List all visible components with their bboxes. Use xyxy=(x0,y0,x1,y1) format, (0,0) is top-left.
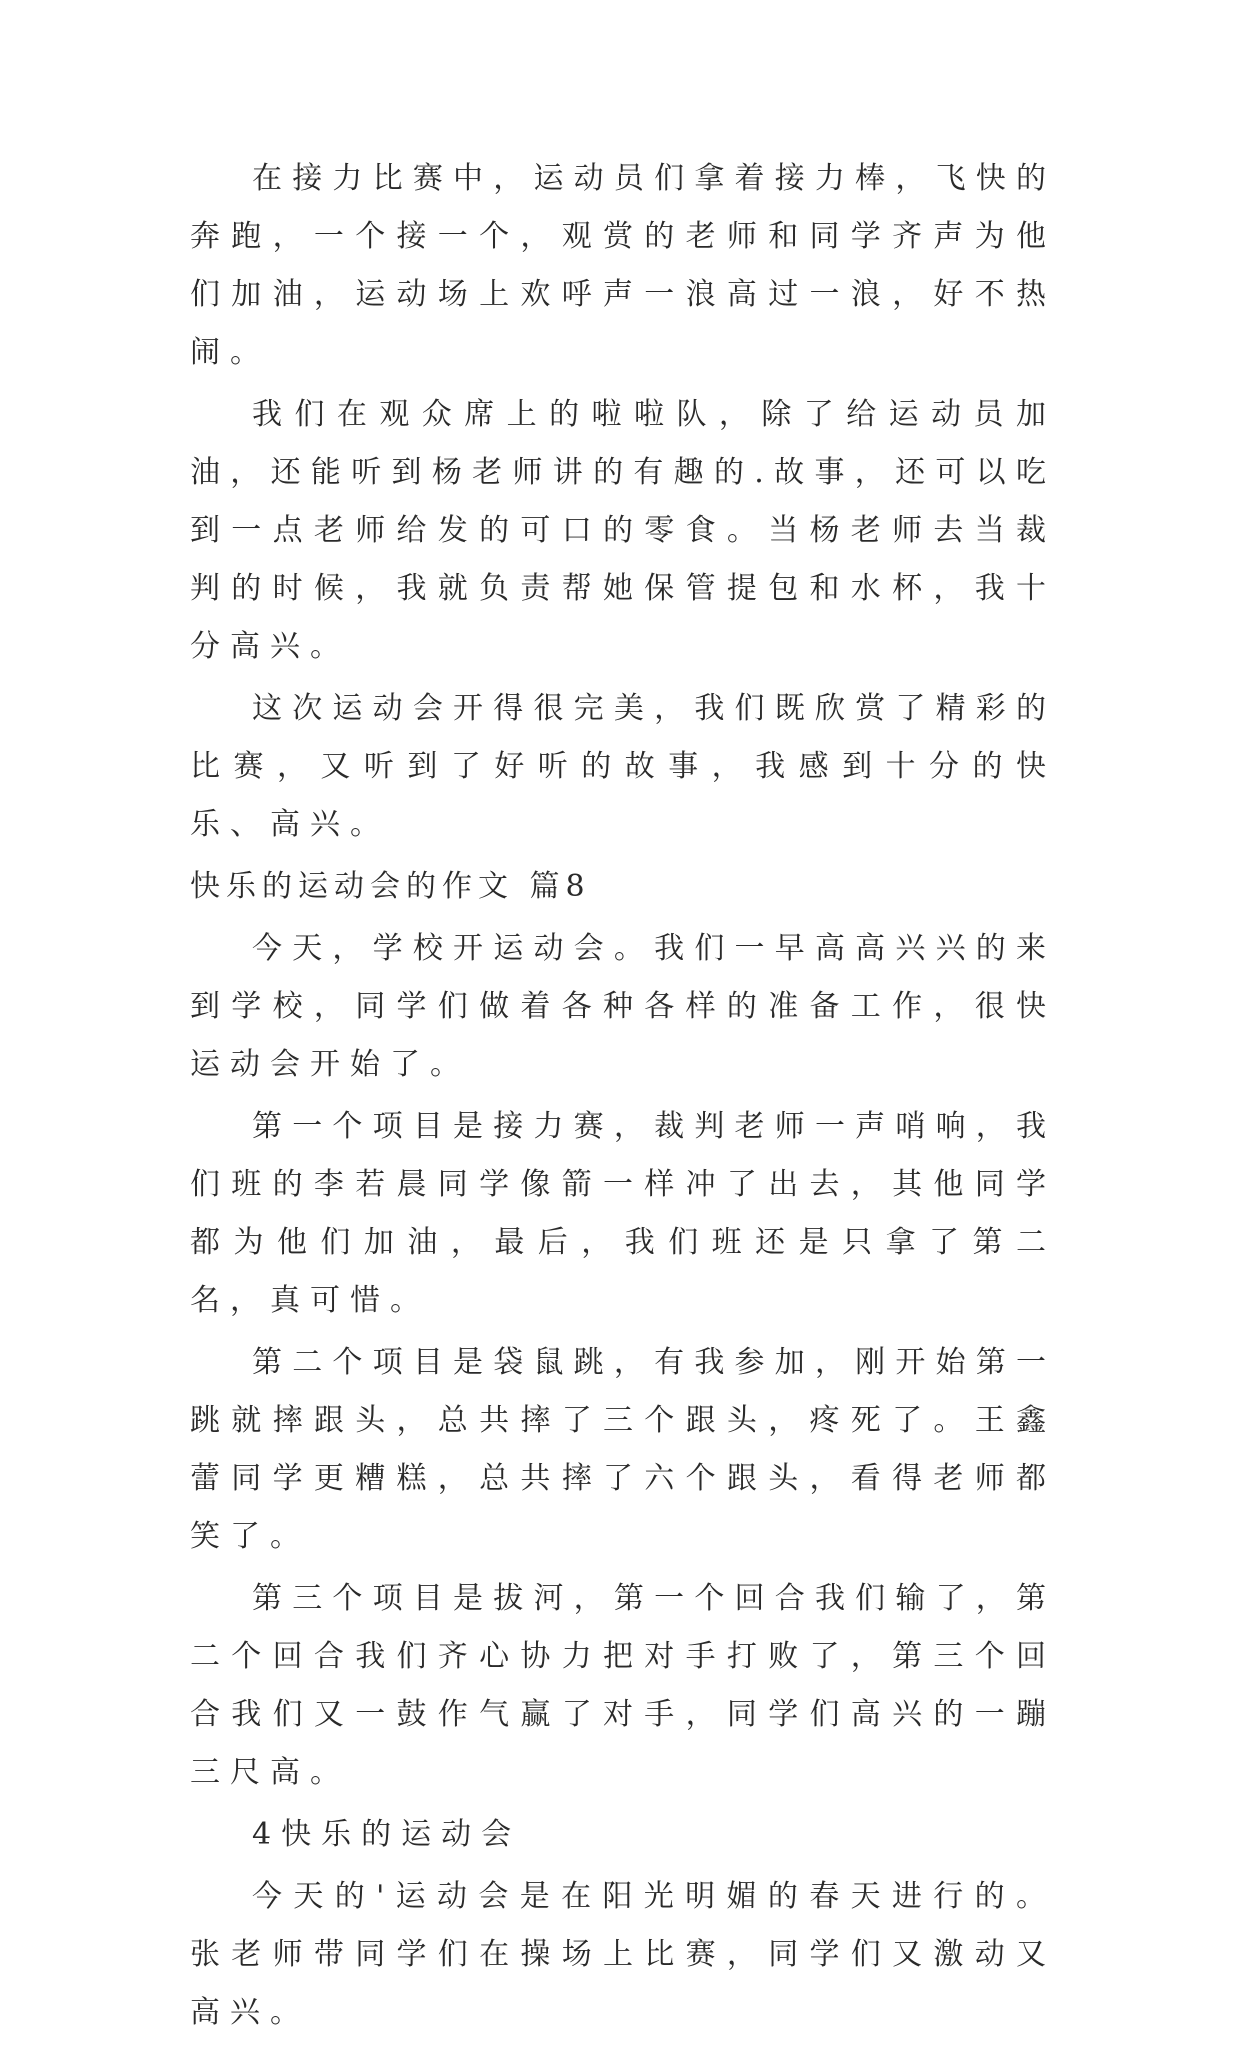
document-page xyxy=(190,150,1056,2046)
body-paragraph: 第一个项目是接力赛，裁判老师一声哨响，我们班的李若晨同学像箭一样冲了出去，其他同学都为他们加油，最后，我们班还是只拿了第二名，真可惜。 xyxy=(190,1109,1056,1318)
body-paragraph: 今天，学校开运动会。我们一早高高兴兴的来到学校，同学们做着各种各样的准备工作，很快运动会开始了。 xyxy=(190,931,1056,1082)
body-paragraph: 我们在观众席上的啦啦队，除了给运动员加油，还能听到杨老师讲的有趣的.故事，还可以吃到一点老师给发的可口的零食。当杨老师去当裁判的时候，我就负责帮她保管提包和水杯，我十分高兴。 xyxy=(190,397,1056,664)
body-paragraph: 今天的'运动会是在阳光明媚的春天进行的。张老师带同学们在操场上比赛，同学们又激动又高兴。 xyxy=(190,1879,1056,2030)
body-paragraph: 第三个项目是拔河，第一个回合我们输了，第二个回合我们齐心协力把对手打败了，第三个回合我们又一鼓作气赢了对手，同学们高兴的一蹦三尺高。 xyxy=(190,1581,1056,1790)
body-paragraph: 这次运动会开得很完美，我们既欣赏了精彩的比赛，又听到了好听的故事，我感到十分的快乐、高兴。 xyxy=(190,691,1056,842)
body-paragraph: 4快乐的运动会 xyxy=(252,1817,522,1852)
body-paragraph: 第二个项目是袋鼠跳，有我参加，刚开始第一跳就摔跟头，总共摔了三个跟头，疼死了。王鑫蕾同学更糟糕，总共摔了六个跟头，看得老师都笑了。 xyxy=(190,1345,1056,1554)
section-heading: 快乐的运动会的作文 篇8 xyxy=(190,869,591,904)
body-paragraph: 在接力比赛中，运动员们拿着接力棒，飞快的奔跑，一个接一个，观赏的老师和同学齐声为他们加油，运动场上欢呼声一浪高过一浪，好不热闹。 xyxy=(190,161,1056,370)
